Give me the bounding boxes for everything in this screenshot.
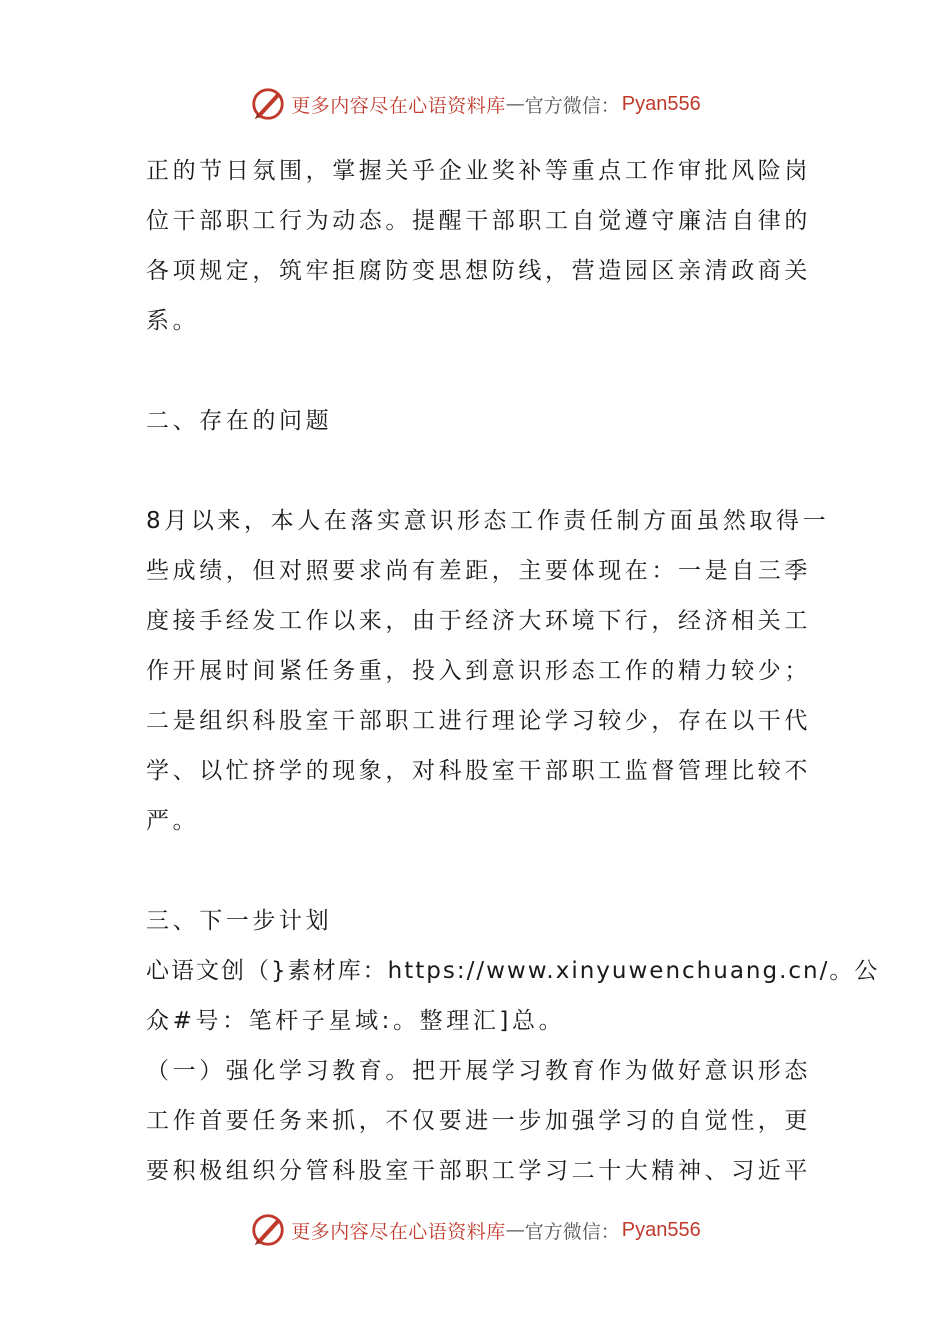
text-line: 度接手经发工作以来，由于经济大环境下行，经济相关工 — [146, 608, 811, 634]
banner-official-label: 官方微信： — [524, 94, 620, 117]
text-line: 要积极组织分管科股室干部职工学习二十大精神、习近平 — [146, 1158, 811, 1184]
text-line: 学、以忙挤学的现象，对科股室干部职工监督管理比较不 — [146, 758, 811, 784]
banner-dash: — — [505, 1219, 525, 1241]
header-watermark-banner — [0, 82, 950, 126]
source-note — [146, 946, 880, 1046]
text-line: 些成绩，但对照要求尚有差距，主要体现在：一是自三季 — [146, 558, 811, 584]
section-heading-problems: 二、存在的问题 — [146, 408, 333, 434]
text-line: 各项规定，筑牢拒腐防变思想防线，营造园区亲清政商关 — [146, 258, 811, 284]
pen-logo-icon — [249, 85, 287, 123]
footer-watermark-banner — [0, 1208, 950, 1252]
banner-dash: — — [505, 93, 525, 115]
text-line: 正的节日氛围，掌握关乎企业奖补等重点工作审批风险岗 — [146, 158, 811, 184]
banner-wechat-id: Pyan556 — [621, 92, 701, 115]
paragraph-1 — [146, 146, 811, 346]
banner-main-text: 更多内容尽在心语资料库 — [291, 1220, 506, 1243]
section-heading-next-steps: 三、下一步计划 — [146, 908, 333, 934]
text-line: 众#号：笔杆子星域:。整理汇]总。 — [146, 1008, 566, 1034]
text-line: 严。 — [146, 808, 200, 834]
text-line: 8月以来，本人在落实意识形态工作责任制方面虽然取得一 — [146, 508, 830, 534]
text-line: 作开展时间紧任务重，投入到意识形态工作的精力较少； — [146, 658, 811, 684]
pen-logo-icon — [249, 1211, 287, 1249]
banner-main-text: 更多内容尽在心语资料库 — [291, 94, 506, 117]
banner-official-label: 官方微信： — [524, 1220, 620, 1243]
text-line: 系。 — [146, 308, 200, 334]
text-line: 工作首要任务来抓，不仅要进一步加强学习的自觉性，更 — [146, 1108, 811, 1134]
paragraph-3 — [146, 1046, 811, 1196]
text-line: 心语文创（}素材库：https://www.xinyuwenchuang.cn/。公 — [146, 958, 880, 984]
banner-wechat-id: Pyan556 — [621, 1218, 701, 1241]
text-line: 二是组织科股室干部职工进行理论学习较少，存在以干代 — [146, 708, 811, 734]
document-body — [146, 146, 880, 1196]
text-line: （一）强化学习教育。把开展学习教育作为做好意识形态 — [146, 1058, 811, 1084]
text-line: 位干部职工行为动态。提醒干部职工自觉遵守廉洁自律的 — [146, 208, 811, 234]
paragraph-2 — [146, 496, 830, 846]
